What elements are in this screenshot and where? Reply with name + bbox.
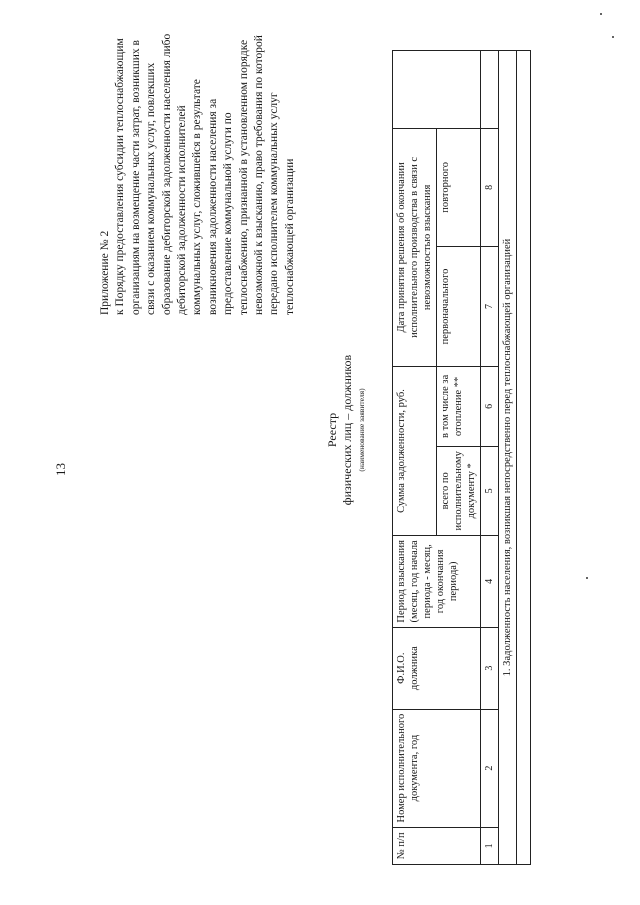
col-num-9 bbox=[481, 51, 499, 129]
registry-subtitle: физических лиц – должников bbox=[340, 354, 354, 506]
appendix-title: Приложение № 2 bbox=[99, 230, 111, 315]
col-num-3: 3 bbox=[481, 627, 499, 709]
col-num-6: 6 bbox=[481, 367, 499, 447]
empty-cell bbox=[517, 51, 531, 865]
scan-speck bbox=[612, 36, 614, 38]
header-date-repeat: повторного bbox=[437, 128, 481, 246]
empty-row bbox=[517, 51, 531, 865]
scan-speck bbox=[600, 13, 602, 15]
col-num-5: 5 bbox=[481, 446, 499, 535]
col-num-1: 1 bbox=[481, 827, 499, 864]
col-num-4: 4 bbox=[481, 535, 499, 627]
appendix-block bbox=[98, 30, 298, 315]
header-sum: Сумма задолженности, руб. bbox=[393, 367, 437, 536]
col-num-7: 7 bbox=[481, 246, 499, 366]
registry-heading bbox=[325, 320, 366, 540]
header-doc: Номер исполнительного документа, год bbox=[393, 709, 481, 827]
section-1-label: 1. Задолженность населения, возникшая непосредственно перед теплоснабжающей организацией bbox=[499, 51, 517, 865]
col-num-2: 2 bbox=[481, 709, 499, 827]
table-header-row bbox=[393, 51, 437, 865]
header-empty bbox=[393, 51, 481, 129]
col-num-8: 8 bbox=[481, 128, 499, 246]
registry-title: Реестр bbox=[325, 412, 339, 448]
header-sum-heat: в том числе за отопление ** bbox=[437, 367, 481, 447]
appendix-text: к Порядку предоставления субсидии теплоснабжающим организациям на возмещение части затрат, возникших в связи с оказанием коммунальных услуг, повлекших образование дебиторской задолженности населения либо дебиторской задолженности исполнителей коммунальных услуг, сложившейся в результате возникновения задолженности населения за предоставление коммунальной услуги по теплоснабжению, признанной в установленном порядке невозможной к взысканию, право требования по которой передано исполнителем коммунальных услуг теплоснабжающей организации bbox=[114, 33, 296, 315]
section-row bbox=[499, 51, 517, 865]
scan-speck bbox=[586, 577, 588, 579]
header-fio: Ф.И.О. должника bbox=[393, 627, 481, 709]
page-number: 13 bbox=[53, 463, 68, 476]
debtors-registry-table bbox=[392, 50, 531, 865]
header-date-first: первоначального bbox=[437, 246, 481, 366]
header-no: № п/п bbox=[393, 827, 481, 864]
applicant-caption: (наименование заявителя) bbox=[357, 388, 366, 472]
header-period: Период взыскания (месяц, год начала периода - месяц, год окончания периода) bbox=[393, 535, 481, 627]
header-date: Дата принятия решения об окончании исполнительного производства в связи с невозможностью взыскания bbox=[393, 128, 437, 366]
column-numbers-row bbox=[481, 51, 499, 865]
header-sum-total: всего по исполнительному документу * bbox=[437, 446, 481, 535]
